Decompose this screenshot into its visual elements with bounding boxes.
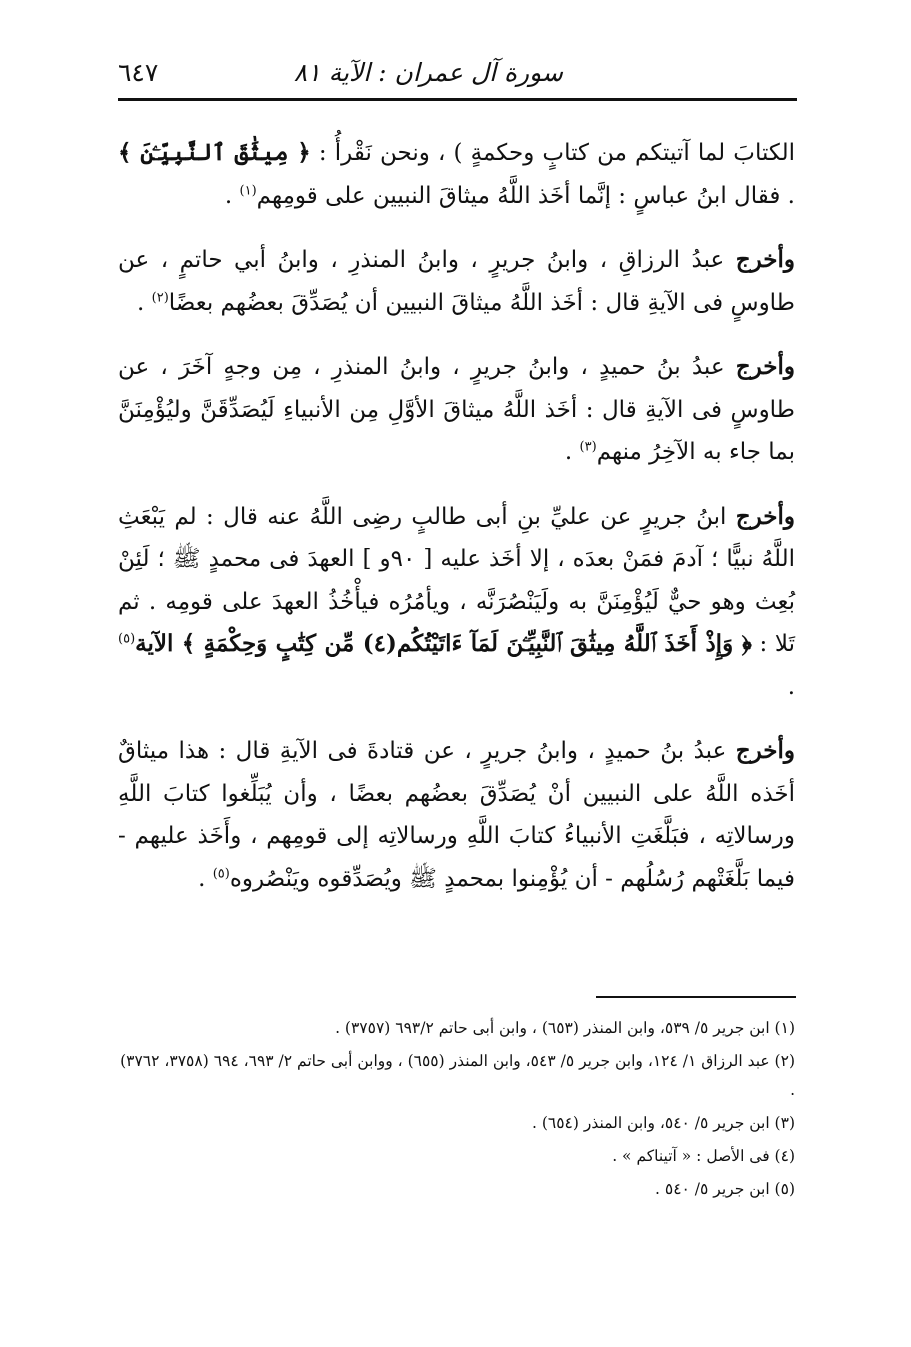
paragraph-4 (118, 496, 795, 709)
lead-word: وأخرج (735, 246, 795, 273)
quran-quote-end: (٤) مِّن كِتَٰبٍ وَحِكْمَةٍ ﴾ الآية (135, 630, 397, 657)
paragraph-2 (118, 239, 795, 324)
paragraph-text: عبدُ بنُ حميدٍ ، وابنُ جريرٍ ، وابنُ المنذرِ ، مِن وجهٍ آخَرَ ، عن طاوسٍ فى الآيةِ قال : أخَذ اللَّهُ ميثاقَ الأوَّلِ مِن الأنبياءِ لَيُصَدِّقَنَّ وليُؤْمِنَنَّ بما جاء به الآخِرُ منهم (118, 354, 795, 465)
paragraph-3 (118, 346, 795, 474)
quran-quote: ﴿ وَإِذْ أَخَذَ ٱللَّهُ مِيثَٰقَ ٱلنَّبِيِّـۧنَ لَمَآ ءَاتَيْتُكُم (396, 630, 752, 657)
footnote-ref: (٥) (118, 631, 136, 647)
paragraph-text: . فقال ابنُ عباسٍ : إنَّما أخَذ اللَّهُ ميثاقَ النبيين على قومِهم (256, 182, 795, 209)
header-rule (118, 98, 797, 101)
paragraph-text: الكتابَ لما آتيتكم من كتابٍ وحكمةٍ ) ، ونحن نَقْرأُ : (310, 140, 795, 166)
lead-word: وأخرج (735, 353, 795, 380)
page-header (118, 52, 793, 96)
paragraph-end: . (198, 865, 213, 892)
paragraph-end: . (137, 289, 152, 316)
footnote-3: (٣) ابن جرير ٥/ ٥٤٠، وابن المنذر (٦٥٤) . (531, 1114, 795, 1132)
paragraph-end: . (787, 673, 795, 700)
footnote-ref: (١) (239, 182, 257, 198)
lead-word: وأخرج (735, 502, 795, 530)
footnote-ref: (٣) (579, 439, 597, 455)
paragraph-text: عبدُ الرزاقِ ، وابنُ جريرٍ ، وابنُ المنذرِ ، وابنُ أبي حاتمٍ ، عن طاوسٍ فى الآيةِ قال : أخَذ اللَّهُ ميثاقَ النبيين أن يُصَدِّقَ بعضُهم بعضًا (118, 247, 795, 316)
footnote-4: (٤) فى الأصل : « آتيناكم » . (612, 1147, 795, 1165)
footnotes (118, 1014, 795, 1208)
paragraph-end: . (564, 439, 580, 465)
footnote-ref: (٥) (212, 865, 230, 881)
paragraph-1 (118, 132, 795, 217)
paragraph-text: عبدُ بنُ حميدٍ ، وابنُ جريرٍ ، عن قتادةَ فى الآيةِ قال : هذا ميثاقٌ أخَذه اللَّهُ على النبيين أنْ يُصَدِّقَ بعضُهم بعضًا ، وأن يُبَلِّغوا كتابَ اللَّهِ ورسالاتِه ، فبَلَّغَتِ الأنبياءُ كتابَ اللَّهِ ورسالاتِه إلى قومِهم ، وأَخَذ عليهم - فيما بَلَّغَتْهم رُسُلُهم - أن يُؤْمِنوا بمحمدٍ ﷺ ويُصَدِّقوه ويَنْصُروه (118, 738, 795, 892)
footnote-5: (٥) ابن جرير ٥/ ٥٤٠ . (655, 1180, 795, 1198)
paragraph-end: . (224, 182, 240, 209)
main-text (118, 132, 795, 922)
running-title: سورة آل عمران : الآية ٨١ (293, 58, 563, 87)
lead-word: وأخرج (735, 737, 795, 764)
quran-quote: ﴿ مِيثَٰقَ ٱلنَّبِيِّـۧنَ ﴾ (118, 139, 311, 166)
footnote-separator (596, 996, 796, 998)
page-number: ٦٤٧ (118, 58, 159, 87)
footnote-2: (٢) عبد الرزاق ١/ ١٢٤، وابن جرير ٥/ ٥٤٣، وابن المنذر (٦٥٥) ، ووابن أبى حاتم ٢/ ٦٩٣، ٦٩٤ (٣٧٥٨، ٣٧٦٢) . (120, 1052, 795, 1099)
paragraph-text: ابنُ جريرٍ عن عليِّ بنِ أبى طالبٍ رضِى اللَّهُ عنه قال : لم يَبْعَثِ اللَّهُ نبيًّا ؛ آدمَ فمَنْ بعدَه ، إلا أخَذ عليه [ ٩٠و ] العهدَ فى محمدٍ ﷺ ؛ لَئِنْ بُعِث وهو حيٌّ لَيُؤْمِنَنَّ به ولَيَنْصُرَنَّه ، ويأمُرُه فيأْخُذُ العهدَ على قومِه . ثم تَلا : (118, 503, 796, 657)
footnote-ref: (٢) (151, 289, 169, 305)
paragraph-5 (118, 730, 795, 900)
footnote-1: (١) ابن جرير ٥/ ٥٣٩، وابن المنذر (٦٥٣) ، وابن أبى حاتم ٦٩٣/٢ (٣٧٥٧) . (335, 1019, 795, 1037)
